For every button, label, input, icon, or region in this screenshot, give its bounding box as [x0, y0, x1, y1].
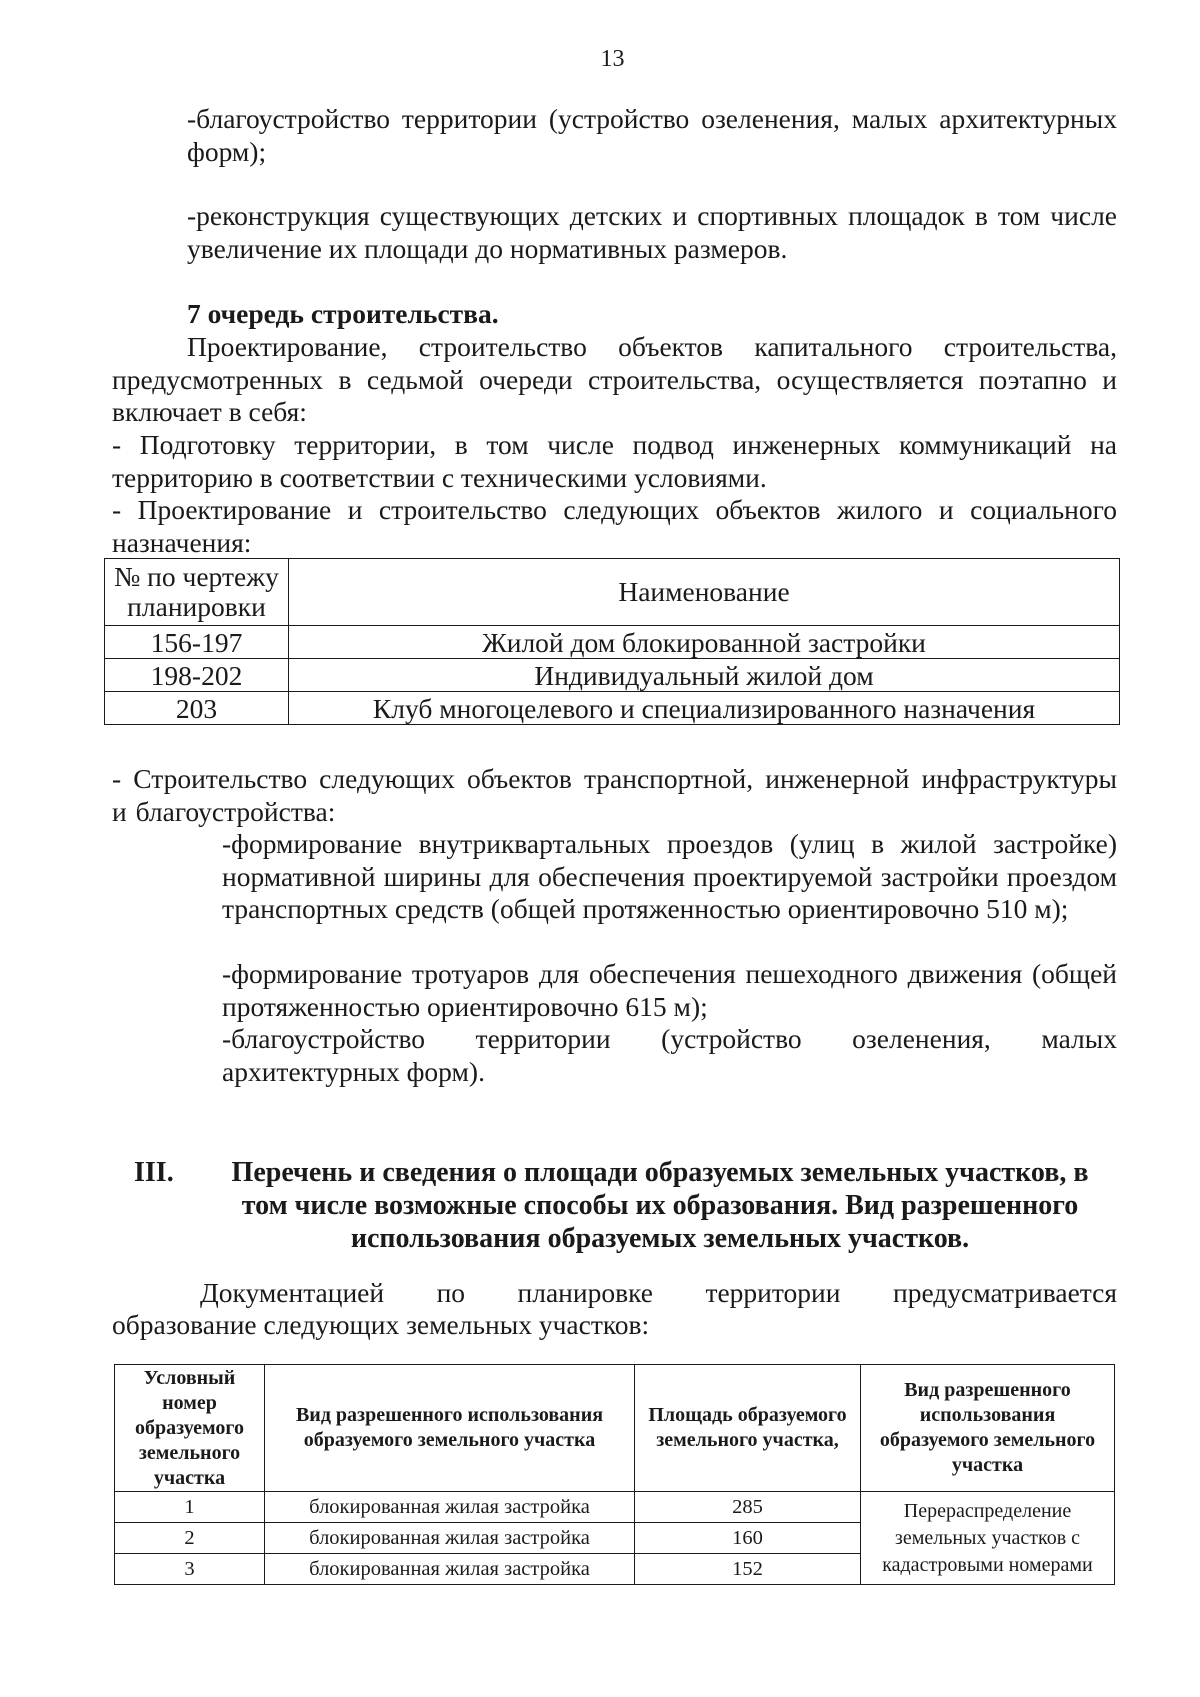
- row-name: Индивидуальный жилой дом: [289, 659, 1120, 692]
- row-name: Жилой дом блокированной застройки: [289, 626, 1120, 659]
- design-item: - Проектирование и строительство следующих объектов жилого и социального назначения:: [112, 494, 1117, 558]
- formation-method: Перераспределение земельных участков с кадастровыми номерами: [861, 1492, 1115, 1585]
- header-area: Площадь образуемого земельного участка,: [635, 1365, 861, 1492]
- row-number: 198-202: [105, 659, 289, 692]
- plot-area: 152: [635, 1554, 861, 1585]
- section-paragraph-line1: Документацией по планировке территории предусматривается: [200, 1277, 1117, 1308]
- header-formation-use: Вид разрешенного использования образуемого земельного участка: [861, 1365, 1115, 1492]
- section-paragraph: образование следующих земельных участков:: [112, 1309, 650, 1340]
- section-title-line3: использования образуемых земельных участков.: [350, 1223, 970, 1254]
- header-plot-number: Условный номер образуемого земельного участка: [115, 1365, 265, 1492]
- intro-item-reconstruction: -реконструкция существующих детских и спортивных площадок в том числе увеличение их площади до нормативных размеров.: [187, 200, 1117, 264]
- table-header-row: [115, 1365, 1115, 1492]
- stage-heading: 7 очередь строительства.: [187, 298, 499, 329]
- header-permitted-use: Вид разрешенного использования образуемого земельного участка: [265, 1365, 635, 1492]
- table-header-row: [105, 559, 1120, 626]
- plot-use: блокированная жилая застройка: [265, 1523, 635, 1554]
- objects-table: [104, 558, 1120, 725]
- row-number: 203: [105, 692, 289, 725]
- intro-item-landscaping: -благоустройство территории (устройство озеленения, малых архитектурных форм);: [187, 103, 1117, 167]
- plot-number: 1: [115, 1492, 265, 1523]
- table-row: [105, 692, 1120, 725]
- section-numeral: III.: [134, 1157, 174, 1188]
- table-row: [115, 1492, 1115, 1523]
- plots-table: [114, 1364, 1115, 1585]
- plot-area: 160: [635, 1523, 861, 1554]
- infra-item-landscaping: -благоустройство территории (устройство озеленения, малых архитектурных форм).: [222, 1023, 1117, 1087]
- plot-use: блокированная жилая застройка: [265, 1554, 635, 1585]
- stage-paragraph: Проектирование, строительство объектов капитального строительства, предусмотренных в седьмой очереди строительства, осуществляется поэтапно и включает в себя:: [112, 331, 1117, 427]
- table-row: [105, 659, 1120, 692]
- plot-use: блокированная жилая застройка: [265, 1492, 635, 1523]
- header-number: № по чертежу планировки: [105, 559, 289, 626]
- infra-intro: - Строительство следующих объектов транспортной, инженерной инфраструктуры и благоустройства:: [112, 763, 1117, 827]
- row-number: 156-197: [105, 626, 289, 659]
- plot-area: 285: [635, 1492, 861, 1523]
- row-name: Клуб многоцелевого и специализированного назначения: [289, 692, 1120, 725]
- table-row: [105, 626, 1120, 659]
- section-title-line2: том числе возможные способы их образования. Вид разрешенного: [241, 1190, 1079, 1221]
- prep-item: - Подготовку территории, в том числе подвод инженерных коммуникаций на территорию в соответствии с техническими условиями.: [112, 429, 1117, 493]
- infra-item-roads: -формирование внутриквартальных проездов (улиц в жилой застройке) нормативной ширины для обеспечения проектируемой застройки проездом транспортных средств (общей протяженностью ориентировочно 510 м);: [222, 828, 1117, 924]
- plot-number: 3: [115, 1554, 265, 1585]
- infra-item-sidewalks: -формирование тротуаров для обеспечения пешеходного движения (общей протяженностью ориентировочно 615 м);: [222, 958, 1117, 1022]
- header-name: Наименование: [289, 559, 1120, 626]
- page-number: 13: [600, 46, 625, 72]
- plot-number: 2: [115, 1523, 265, 1554]
- section-title-line1: Перечень и сведения о площади образуемых земельных участков, в: [231, 1157, 1089, 1188]
